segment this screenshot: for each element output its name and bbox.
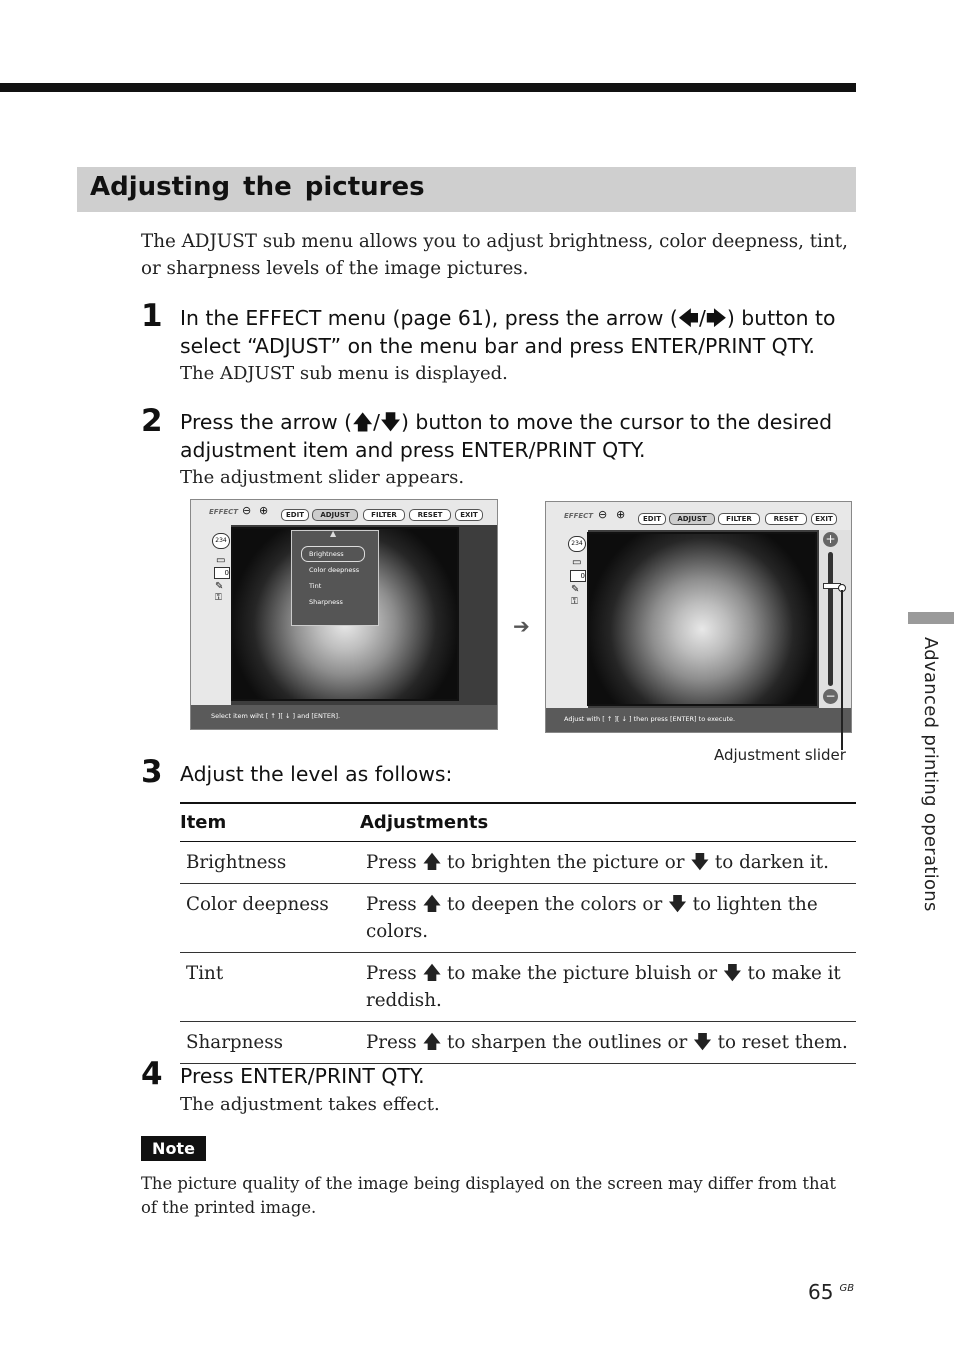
up-effect-text: to deepen the colors or: [447, 894, 663, 915]
zoom-in-icon-right[interactable]: ⊕: [616, 508, 626, 521]
press-text: Press: [366, 852, 417, 873]
counter-badge: 234: [212, 533, 230, 549]
menu-edit-button-right[interactable]: EDIT: [638, 513, 666, 525]
table-header-row: [180, 803, 856, 842]
down-arrow-icon: 🡇: [693, 1032, 712, 1053]
screen-toolbar-right: [546, 502, 851, 530]
callout-line: [841, 590, 843, 750]
note-label: Note: [141, 1136, 206, 1161]
row-item: Color deepness: [186, 894, 329, 915]
step-2-instruction: [180, 408, 870, 464]
page-number: [808, 1280, 854, 1304]
left-status-bar: [191, 705, 497, 729]
effect-label: EFFECT: [209, 508, 239, 516]
key-icon: ⚿: [215, 593, 222, 603]
zoom-out-icon-right[interactable]: ⊖: [598, 508, 608, 521]
print-icon: ✎: [215, 581, 224, 592]
menu-exit-button-right[interactable]: EXIT: [811, 513, 837, 525]
up-down-arrow-icon: 🡅/🡇: [352, 410, 401, 434]
plus-icon[interactable]: +: [823, 532, 838, 547]
table-row: [180, 842, 856, 884]
step-number-4: 4: [141, 1056, 163, 1092]
table-row: [180, 953, 856, 1022]
up-effect-text: to make the picture bluish or: [447, 963, 718, 984]
menu-adjust-button[interactable]: ADJUST: [312, 509, 358, 521]
menu-exit-button[interactable]: EXIT: [455, 509, 483, 521]
down-effect-text: to reset them.: [717, 1032, 848, 1053]
table-row: [180, 884, 856, 953]
right-status-bar: [546, 708, 851, 732]
row-item: Sharpness: [186, 1032, 283, 1053]
note-text: The picture quality of the image being displayed on the screen may differ from that of the printed image.: [141, 1174, 836, 1217]
right-arrow-icon: ➔: [513, 614, 530, 638]
slider-callout-label: Adjustment slider: [714, 746, 846, 764]
submenu-color-deepness[interactable]: Color deepness: [309, 566, 360, 574]
step-number-3: 3: [141, 754, 163, 790]
intro-paragraph: The ADJUST sub menu allows you to adjust brightness, color deepness, tint, or sharpness levels of the image pictures.: [141, 231, 848, 279]
up-effect-text: to brighten the picture or: [447, 852, 685, 873]
menu-reset-button-right[interactable]: RESET: [765, 513, 807, 525]
down-arrow-icon: 🡇: [722, 963, 742, 984]
header-item: Item: [180, 812, 227, 833]
screen-adjust-submenu: [190, 499, 498, 730]
screen-adjust-slider: [545, 501, 852, 733]
header-adjustments: Adjustments: [360, 812, 489, 833]
up-arrow-icon: 🡅: [422, 963, 442, 984]
row-item: Tint: [186, 963, 224, 984]
step-1-result: The ADJUST sub menu is displayed.: [180, 363, 508, 384]
submenu-sharpness[interactable]: Sharpness: [309, 598, 343, 606]
page-icon: ▭: [216, 555, 226, 566]
down-effect-text: to darken it.: [714, 852, 829, 873]
rose-photo-adjusted: [587, 532, 817, 706]
menu-reset-button[interactable]: RESET: [409, 509, 451, 521]
up-effect-text: to sharpen the outlines or: [447, 1032, 688, 1053]
right-status-text: Adjust with [ ↑ ][ ↓ ] then press [ENTER] to execute.: [564, 715, 736, 723]
step-1-instruction: [180, 304, 870, 360]
submenu-brightness[interactable]: Brightness: [309, 550, 344, 558]
adjustments-table: [180, 802, 856, 1064]
top-rule: [0, 83, 856, 92]
quantity-field-right: 0: [570, 570, 586, 582]
step-4-result: The adjustment takes effect.: [180, 1094, 440, 1115]
menu-adjust-button-right[interactable]: ADJUST: [669, 513, 715, 525]
step-2-text-a: Press the arrow (: [180, 410, 353, 434]
row-adjustment: [360, 953, 856, 1022]
left-right-arrow-icon: 🡄/🡆: [677, 306, 727, 330]
step-2-result: The adjustment slider appears.: [180, 467, 465, 488]
submenu-tint[interactable]: Tint: [309, 582, 322, 590]
row-adjustment: [360, 1022, 856, 1064]
step-number-1: 1: [141, 298, 163, 334]
chapter-tab: [908, 612, 954, 624]
menu-edit-button[interactable]: EDIT: [281, 509, 309, 521]
print-icon-right: ✎: [571, 584, 580, 595]
row-item: Brightness: [186, 852, 287, 873]
zoom-in-icon[interactable]: ⊕: [259, 504, 269, 517]
step-4-instruction: Press ENTER/PRINT QTY.: [180, 1064, 425, 1088]
left-status-text: Select item wiht [ ↑ ][ ↓ ] and [ENTER].: [211, 712, 341, 720]
press-text: Press: [366, 1032, 417, 1053]
screen-left-column-right: [546, 530, 588, 708]
down-arrow-icon: 🡇: [668, 894, 687, 915]
page-icon-right: ▭: [572, 557, 582, 568]
up-arrow-icon: 🡅: [422, 894, 442, 915]
step-1-text-a: In the EFFECT menu (page 61), press the arrow (: [180, 306, 678, 330]
screen-left-column: [191, 525, 231, 705]
submenu-pointer-icon: ▲: [330, 529, 337, 538]
chapter-label: Advanced printing operations: [920, 637, 941, 912]
step-number-2: 2: [141, 403, 163, 439]
step-1-text-b: ) button to select “ADJUST” on the menu bar and press ENTER/PRINT QTY.: [180, 306, 836, 358]
effect-label-right: EFFECT: [564, 512, 594, 520]
down-effect-text: to lighten the colors.: [366, 894, 818, 942]
page-number-value: 65: [808, 1280, 834, 1304]
row-adjustment: [360, 842, 856, 884]
zoom-out-icon[interactable]: ⊖: [242, 504, 252, 517]
table-row: [180, 1022, 856, 1064]
quantity-field: 0: [214, 567, 230, 579]
minus-icon[interactable]: −: [823, 689, 838, 704]
down-effect-text: to make it reddish.: [366, 963, 841, 1011]
row-adjustment: [360, 884, 856, 953]
screen-toolbar: [191, 500, 497, 525]
up-arrow-icon: 🡅: [422, 852, 442, 873]
region-code: GB: [839, 1283, 855, 1295]
key-icon-right: ⚿: [571, 597, 578, 607]
counter-badge-right: 234: [568, 536, 586, 552]
step-2-text-b: ) button to move the cursor to the desired adjustment item and press ENTER/PRINT QTY.: [180, 410, 833, 462]
slider-column: [819, 530, 851, 708]
adjust-submenu: [291, 530, 379, 626]
slider-track[interactable]: [828, 552, 833, 686]
up-arrow-icon: 🡅: [422, 1032, 442, 1053]
step-3-instruction: Adjust the level as follows:: [180, 762, 453, 786]
menu-filter-button-right[interactable]: FILTER: [718, 513, 760, 525]
menu-filter-button[interactable]: FILTER: [363, 509, 405, 521]
press-text: Press: [366, 963, 417, 984]
press-text: Press: [366, 894, 417, 915]
section-title: Adjusting the pictures: [90, 172, 425, 202]
down-arrow-icon: 🡇: [690, 852, 710, 873]
